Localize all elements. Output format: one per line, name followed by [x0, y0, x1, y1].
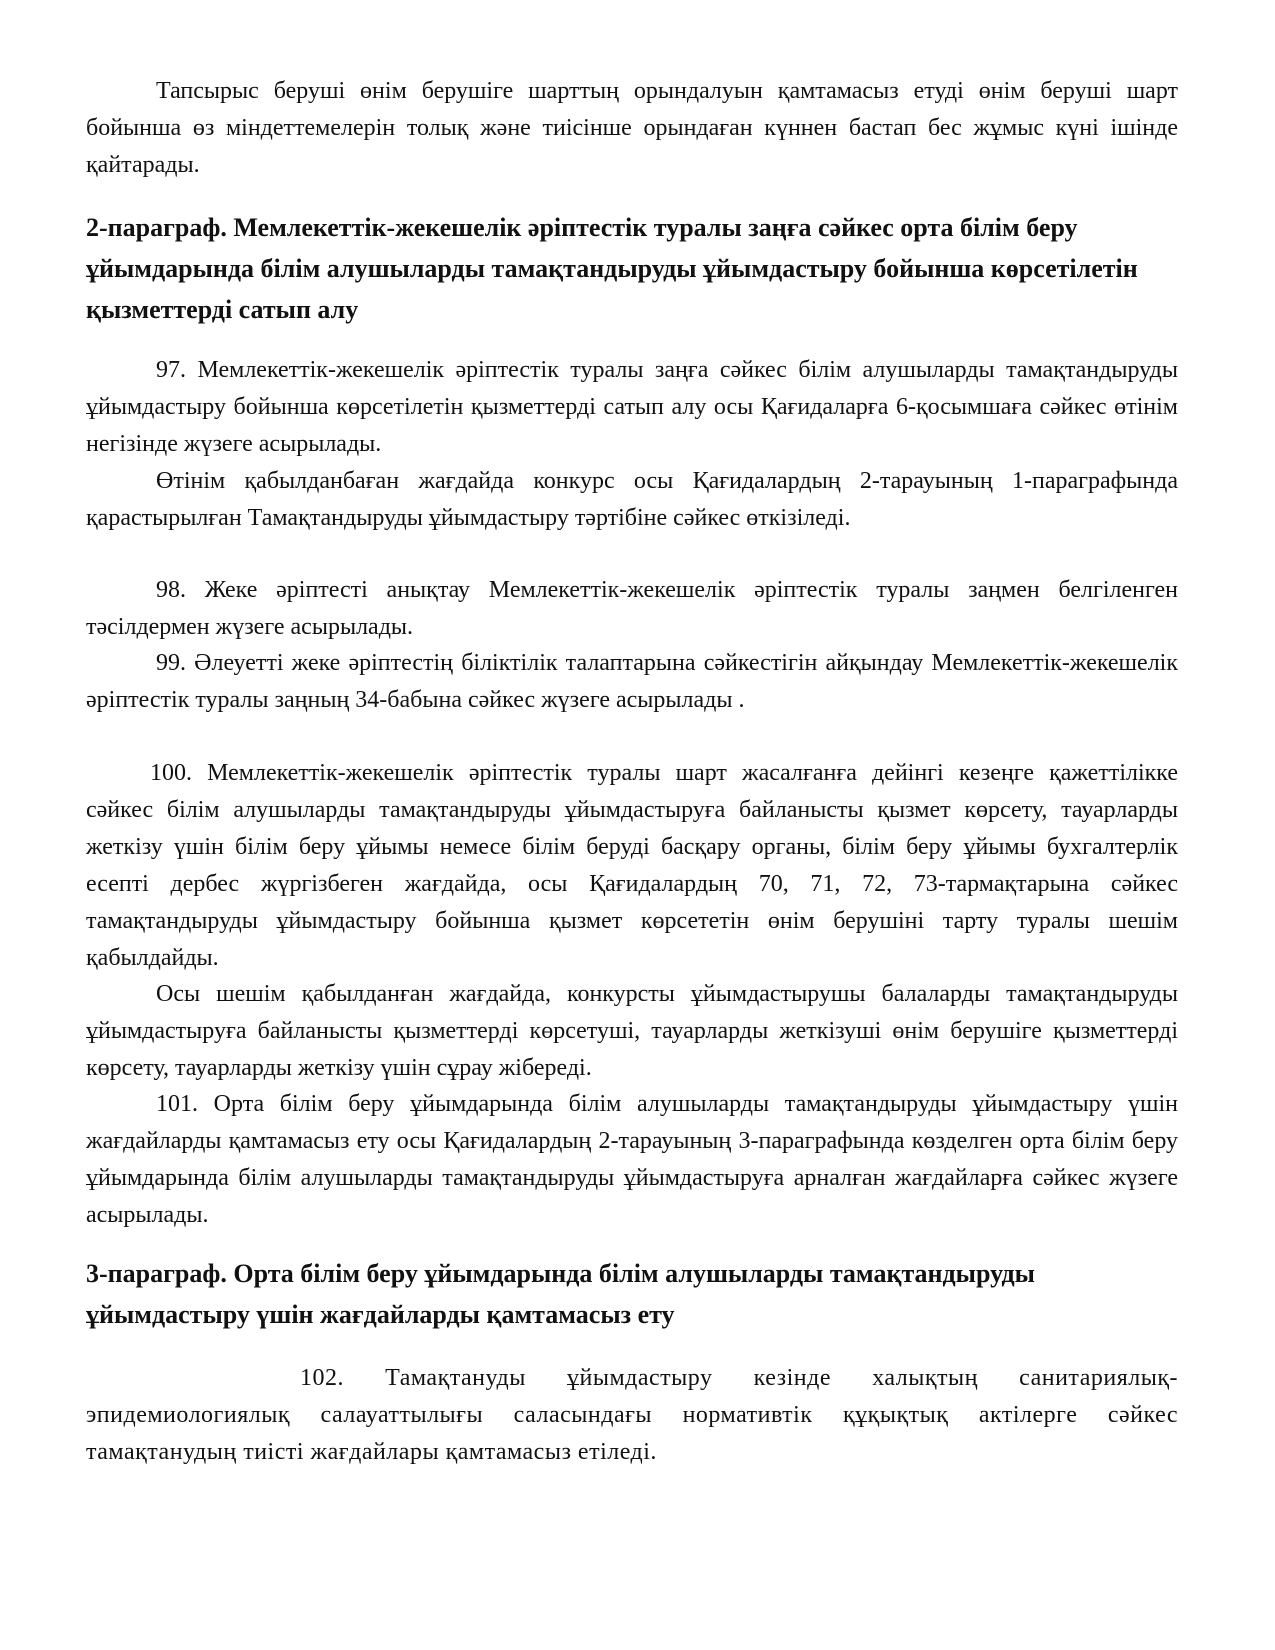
heading-paragraph-2: 2-параграф. Мемлекеттік-жекешелік әріптестік туралы заңға сәйкес орта білім беру ұйымдарында білім алушыларды тамақтандыруды ұйымдастыру бойынша көрсетілетін қызметтерді сатып алу [86, 213, 1138, 324]
paragraph-100: 100. Мемлекеттік-жекешелік әріптестік туралы шарт жасалғанға дейінгі кезеңге қажеттілікке сәйкес білім алушыларды тамақтандыруды ұйымдастыруға байланысты қызмет көрсету, тауарларды жеткізу үшін білім беру ұйымы немесе білім беруді басқару органы, білім беру ұйымы бухгалтерлік есепті дербес жүргізбеген жағдайда, осы Қағидалардың 70, 71, 72, 73-тармақтарына сәйкес тамақтандыруды ұйымдастыру бойынша қызмет көрсететін өнім берушіні тарту туралы шешім қабылдайды. [86, 760, 1178, 971]
paragraph-application-rejected: Өтінім қабылданбаған жағдайда конкурс осы Қағидалардың 2-тарауының 1-параграфында қарастырылған Тамақтандыруды ұйымдастыру тәртібіне сәйкес өткізіледі. [86, 468, 1178, 531]
paragraph-98: 98. Жеке әріптесті анықтау Мемлекеттік-жекешелік әріптестік туралы заңмен белгіленген тәсілдермен жүзеге асырылады. [86, 577, 1178, 640]
paragraph-102: 102. Тамақтануды ұйымдастыру кезінде халықтың санитариялық-эпидемиологиялық салауаттылығы саласындағы нормативтік құқықтық актілерге сәйкес тамақтанудың тиісті жағдайлары қамтамасыз етіледі. [86, 1365, 1178, 1465]
paragraph-deposit-return: Тапсырыс беруші өнім берушіге шарттың орындалуын қамтамасыз етуді өнім беруші шарт бойынша өз міндеттемелерін толық және тиісінше орындаған күннен бастап бес жұмыс күні ішінде қайтарады. [86, 78, 1178, 178]
heading-paragraph-3: 3-параграф. Орта білім беру ұйымдарында білім алушыларды тамақтандыруды ұйымдастыру үшін жағдайларды қамтамасыз ету [86, 1259, 1035, 1329]
paragraph-decision: Осы шешім қабылданған жағдайда, конкурсты ұйымдастырушы балаларды тамақтандыруды ұйымдастыруға байланысты қызметтерді көрсетуші, тауарларды жеткізуші өнім берушіге қызметтерді көрсету, тауарларды жеткізу үшін сұрау жібереді. [86, 981, 1178, 1081]
paragraph-99: 99. Әлеуетті жеке әріптестің біліктілік талаптарына сәйкестігін айқындау Мемлекеттік-жекешелік әріптестік туралы заңның 34-бабына сәйкес жүзеге асырылады . [86, 650, 1178, 713]
paragraph-97: 97. Мемлекеттік-жекешелік әріптестік туралы заңға сәйкес білім алушыларды тамақтандыруды ұйымдастыру бойынша көрсетілетін қызметтерді сатып алу осы Қағидаларға 6-қосымшаға сәйкес өтінім негізінде жүзеге асырылады. [86, 357, 1178, 457]
paragraph-101: 101. Орта білім беру ұйымдарында білім алушыларды тамақтандыруды ұйымдастыру үшін жағдайларды қамтамасыз ету осы Қағидалардың 2-тарауының 3-параграфында көзделген орта білім беру ұйымдарында білім алушыларды тамақтандыруды ұйымдастыруға арналған жағдайларға сәйкес жүзеге асырылады. [86, 1091, 1178, 1228]
